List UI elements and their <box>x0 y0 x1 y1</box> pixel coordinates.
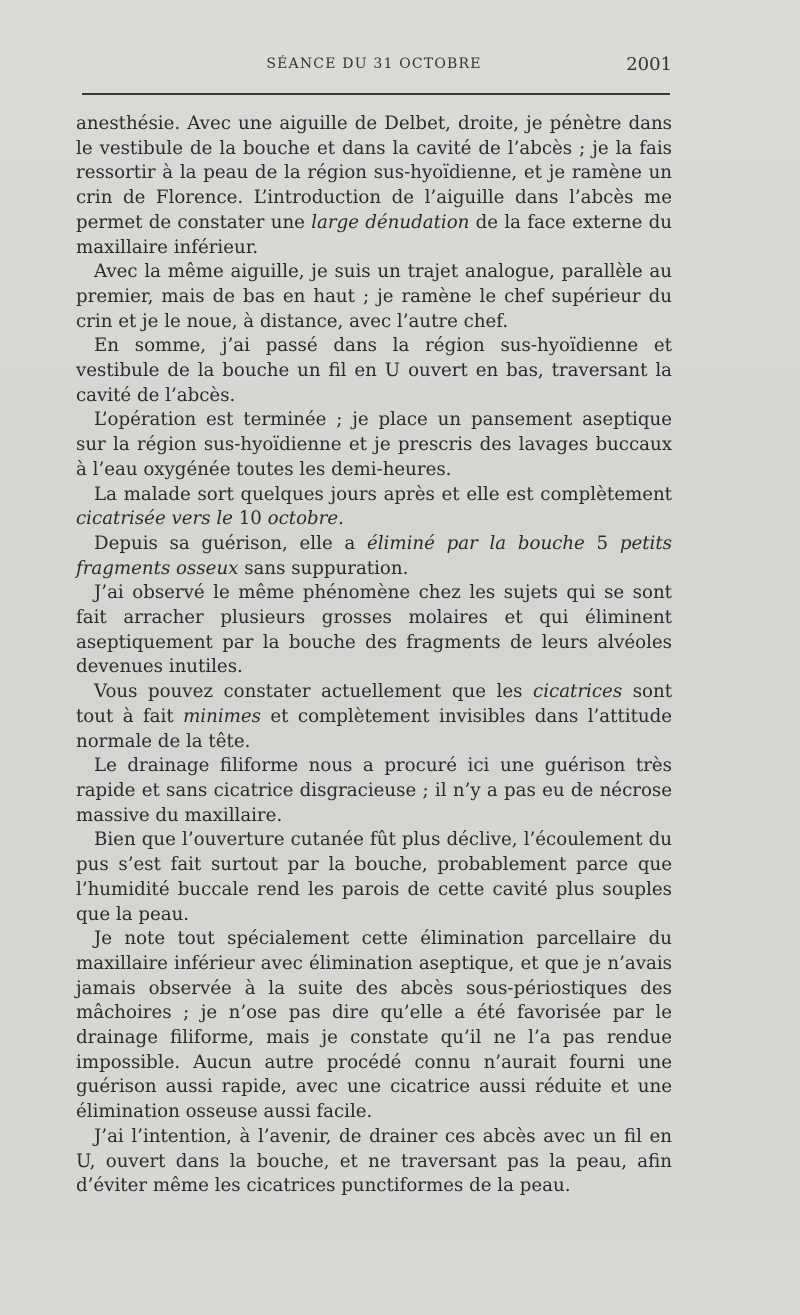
text-run: Le drainage filiforme nous a procuré ici une guérison très rapide et sans cicatrice disgracieuse ; il n’y a pas eu de nécrose massive du maxillaire. <box>76 755 672 826</box>
paragraph-5 <box>76 483 672 532</box>
italic-text: minimes <box>183 705 261 727</box>
text-run: 5 <box>584 532 620 554</box>
text-run: J’ai l’intention, à l’avenir, de drainer ces abcès avec un fil en U, ouvert dans la bouche, et ne traversant pas la peau, afin d’éviter même les cicatrices punctiformes de la peau. <box>76 1125 672 1197</box>
text-run: Je note tout spécialement cette élimination parcellaire du maxillaire inférieur avec élimination aseptique, et que je n’avais jamais observée à la suite des abcès sous-périostiques des mâchoires ; je n’ose pas dire qu’elle a été favorisée par le drainage filiforme, mais je constate qu’il ne l’a pas rendue impossible. Aucun autre procédé connu n’aurait fourni une guérison aussi rapide, avec une cicatrice aussi réduite et une élimination osseuse aussi facile. <box>76 928 672 1123</box>
paragraph-9 <box>76 754 672 828</box>
text-run: En somme, j’ai passé dans la région sus-hyoïdienne et vestibule de la bouche un fil en U ouvert en bas, traversant la cavité de l’abcès. <box>76 335 672 406</box>
paragraph-7 <box>76 581 672 680</box>
text-run: La malade sort quelques jours après et elle est complètement <box>94 483 672 505</box>
italic-text: cicatrices <box>533 681 623 703</box>
text-run: et complètement invisibles dans l’attitude normale de la tête. <box>76 705 672 752</box>
body-text <box>76 112 672 1199</box>
text-run: J’ai observé le même phénomène chez les sujets qui se sont fait arracher plusieurs grosses molaires et qui éliminent aseptiquement par la bouche des fragments de leurs alvéoles devenues inutiles. <box>76 582 672 678</box>
paragraph-8 <box>76 680 672 754</box>
italic-text: large dénudation <box>311 211 470 233</box>
text-run: Vous pouvez constater actuellement que les <box>94 681 534 703</box>
paragraph-12 <box>76 1125 672 1199</box>
text-run: anesthésie. Avec une aiguille de Delbet, droite, je pénètre dans le vestibule de la bouche et dans la cavité de l’abcès ; je la fais ressortir à la peau de la région sus-hyoïdienne, et je ramène un crin de Florence. L’introduction de l’aiguille dans l’abcès me permet de constater une <box>76 113 672 233</box>
text-run: Bien que l’ouverture cutanée fût plus déclive, l’écoulement du pus s’est fait surtout par la bouche, probablement parce que l’humidité buccale rend les parois de cette cavité plus souples que la peau. <box>76 829 672 925</box>
paragraph-4 <box>76 408 672 482</box>
header-rule <box>82 93 670 95</box>
paragraph-1 <box>76 112 672 260</box>
italic-text: octobre. <box>267 508 344 530</box>
paragraph-11 <box>76 927 672 1125</box>
text-run: de la face externe du maxillaire inférieur. <box>76 211 672 258</box>
running-title: SÉANCE DU 31 OCTOBRE <box>266 56 482 72</box>
text-run: 10 <box>232 508 268 530</box>
paragraph-2 <box>76 260 672 334</box>
text-run: L’opération est terminée ; je place un pansement aseptique sur la région sus-hyoïdienne et je prescris des lavages buccaux à l’eau oxygénée toutes les demi-heures. <box>76 409 672 480</box>
page-number: 2001 <box>626 54 672 75</box>
paragraph-10 <box>76 828 672 927</box>
paragraph-3 <box>76 334 672 408</box>
paragraph-6 <box>76 532 672 581</box>
text-run: Depuis sa guérison, elle a <box>94 532 367 554</box>
text-run: sans suppuration. <box>238 557 409 579</box>
running-head <box>76 50 672 84</box>
text-run: sont tout à fait <box>76 681 673 727</box>
italic-text: éliminé par la bouche <box>366 532 585 554</box>
text-run: Avec la même aiguille, je suis un trajet analogue, parallèle au premier, mais de bas en haut ; je ramène le chef supérieur du crin et je le noue, à distance, avec l’autre chef. <box>76 261 672 332</box>
italic-text: cicatrisée vers le <box>76 508 233 530</box>
italic-text: petits fragments osseux <box>76 532 672 579</box>
